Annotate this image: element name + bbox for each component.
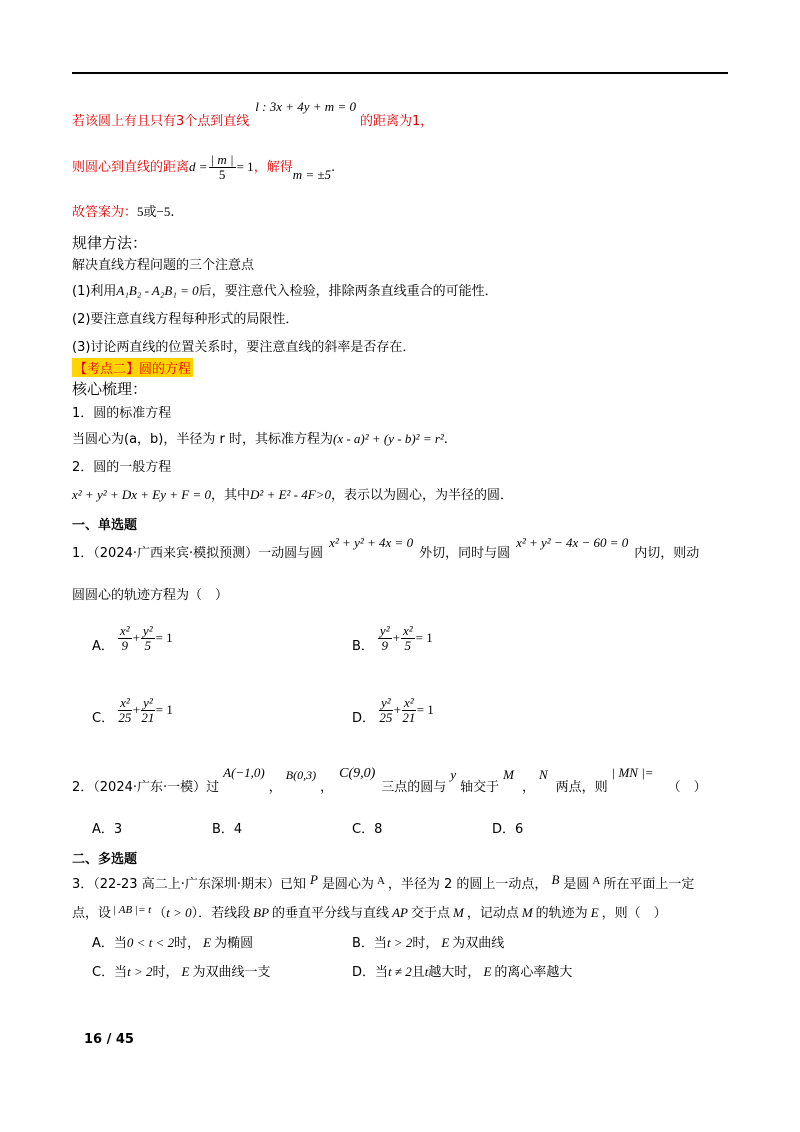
q1-option-a[interactable]: A． $\frac{\text{x²}}{9}$ + $\frac{\text{y²}}{5}$ = 1 — [92, 623, 173, 654]
method-point-3: (3)讨论两直线的位置关系时，要注意直线的斜率是否存在． — [72, 340, 416, 355]
point-b: B(0,3) — [285, 768, 317, 782]
q2-option-c[interactable]: C．8 — [352, 822, 383, 837]
q1-option-c[interactable]: C． $\frac{\text{x²}}{25}$ + $\frac{\text{y²}}{21}$ = 1 — [92, 695, 173, 726]
answer-value: 5或−5 — [137, 204, 171, 219]
method-point-2: (2)要注意直线方程每种形式的局限性． — [72, 312, 299, 327]
question-1-line-2: 圆圆心的轨迹方程为（ ） — [72, 588, 229, 603]
answer-text: 若该圆上有且只有3个点到直线 — [72, 114, 250, 129]
general-condition: D² + E² - 4F>0 — [250, 487, 331, 502]
standard-equation: (x - a)² + (y - b)² = r² — [332, 431, 444, 446]
answer-line-1 — [72, 99, 434, 129]
question-1-line-1: 1．（2024·广西来宾·模拟预测）一动圆与圆x² + y² + 4x = 0外切，同时与圆x² + y² − 4x − 60 = 0内切，则动 — [72, 535, 700, 561]
solution-m: m = ±5 — [292, 167, 331, 182]
distance-fraction: $\frac{| m |}{5}$ — [210, 152, 234, 182]
question-3-line-2: 点，设 $^{| AB |= t}$ （t > 0）．若线段 BP 的垂直平分线与直线 AP 交于点 M ，记动点 M 的轨迹为 E ，则（ ） — [72, 904, 667, 921]
circle-1-equation: x² + y² + 4x = 0 — [329, 535, 414, 550]
standard-equation-line: 当圆心为(a，b)，半径为 r 时，其标准方程为(x - a)² + (y - b)² = r². — [72, 431, 448, 447]
q3-option-d[interactable]: D．当t ≠ 2且t越大时， E 的离心率越大 — [352, 964, 573, 980]
q1-option-d[interactable]: D． $\frac{\text{y²}}{25}$ + $\frac{\text{x²}}{21}$ = 1 — [352, 695, 434, 726]
answer-text: 的距离为1， — [359, 114, 434, 129]
q2-option-b[interactable]: B．4 — [212, 822, 243, 837]
method-title: 规律方法： — [72, 234, 148, 252]
q2-option-a[interactable]: A．3 — [92, 822, 123, 837]
distance-d: d = — [189, 159, 208, 174]
point-c: C(9,0) — [339, 766, 376, 781]
q3-option-b[interactable]: B．当t > 2时， E 为双曲线 — [352, 935, 505, 951]
q3-option-c[interactable]: C．当t > 2时， E 为双曲线一支 — [92, 964, 271, 980]
header-rule — [72, 72, 728, 74]
circle-2-equation: x² + y² − 4x − 60 = 0 — [516, 535, 629, 550]
topic-label: 【考点二】圆的方程 — [72, 358, 193, 377]
distance-ab: | AB |= t — [113, 904, 152, 916]
method-intro: 解决直线方程问题的三个注意点 — [72, 258, 255, 273]
chord-length: | MN |= — [611, 765, 654, 780]
core-section-1: 1．圆的标准方程 — [72, 406, 172, 421]
point-a: A(−1,0) — [223, 765, 265, 780]
cross-product-condition: A₁B₂ - A₂B₁ = 0 — [116, 283, 199, 298]
general-equation: x² + y² + Dx + Ey + F = 0 — [72, 487, 212, 502]
q2-option-d[interactable]: D．6 — [492, 822, 524, 837]
question-3-line-1: 3．（22-23 高二上·广东深圳·期末）已知 P 是圆心为 $^A$ ，半径为 2 的圆上一动点， B 是圆 $^A$ 所在平面上一定 — [72, 872, 695, 892]
answer-text: ，解得 — [253, 160, 293, 175]
core-section-2: 2．圆的一般方程 — [72, 460, 172, 475]
answer-line-2: 则圆心到直线的距离d = $\frac{| m |}{5}$ = 1，解得m = ±5. — [72, 152, 336, 182]
q3-option-a[interactable]: A．当0 < t < 2时， E 为椭圆 — [92, 935, 254, 951]
q1-option-b[interactable]: B． $\frac{\text{y²}}{9}$ + $\frac{\text{x²}}{5}$ = 1 — [352, 623, 433, 654]
section-title-multi-choice: 二、多选题 — [72, 852, 138, 867]
section-title-single-choice: 一、单选题 — [72, 518, 138, 533]
answer-label: 故答案为： — [72, 205, 138, 220]
line-equation: l : 3x + 4y + m = 0 — [255, 99, 356, 114]
method-point-1: (1)利用A₁B₂ - A₂B₁ = 0后，要注意代入检验，排除两条直线重合的可能性． — [72, 283, 498, 299]
page-number: 16 / 45 — [84, 1032, 134, 1047]
core-title: 核心梳理： — [72, 380, 148, 398]
answer-text: 则圆心到直线的距离 — [72, 160, 190, 175]
answer-line-3: 故答案为：5或−5. — [72, 204, 175, 220]
question-2-line: 2．（2024·广东·一模）过A(−1,0)，B(0,3)，C(9,0)三点的圆与y轴交于M，N两点，则| MN |=（ ） — [72, 765, 707, 795]
general-equation-line: x² + y² + Dx + Ey + F = 0，其中D² + E² - 4F>0，表示以为圆心，为半径的圆． — [72, 487, 513, 503]
